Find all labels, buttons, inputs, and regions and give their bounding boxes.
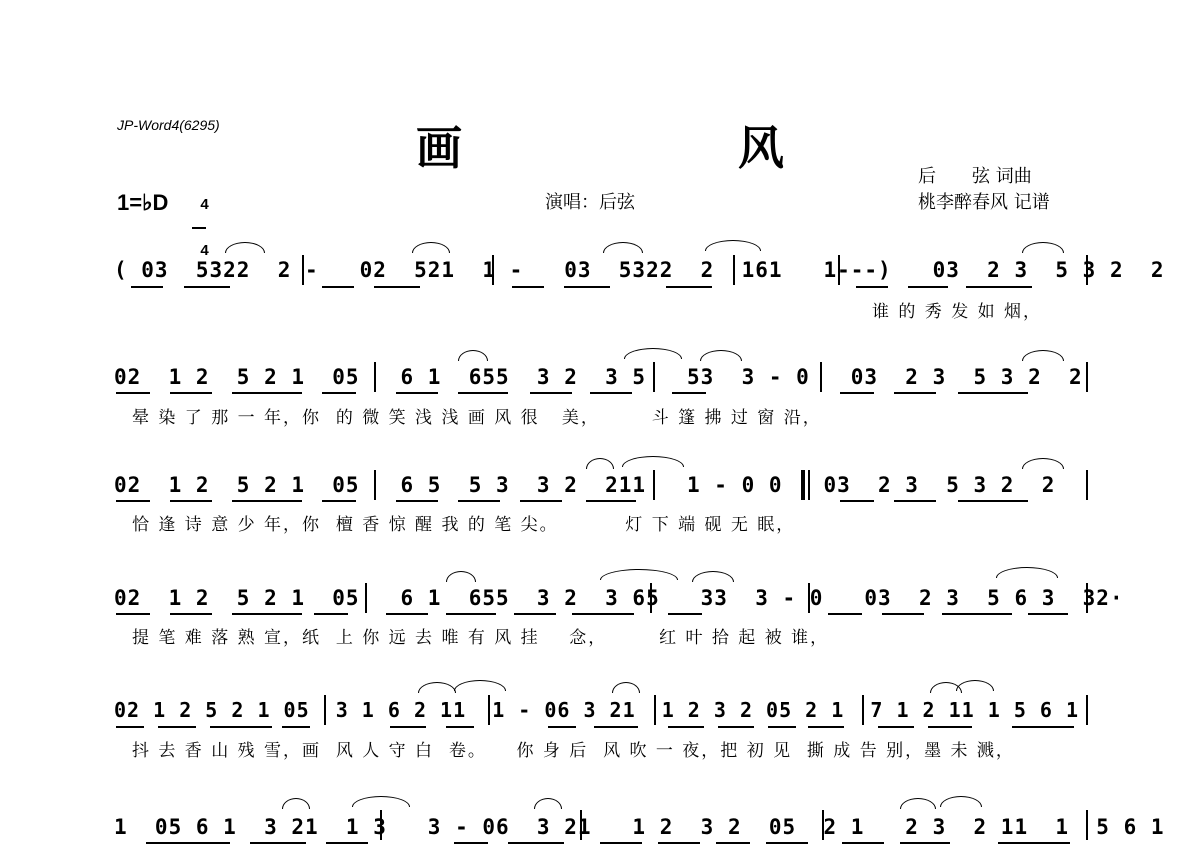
slur xyxy=(612,682,640,693)
slur xyxy=(600,569,678,580)
slur xyxy=(586,458,614,469)
beam xyxy=(210,726,272,728)
beam xyxy=(116,613,150,615)
beam xyxy=(766,842,808,844)
slur xyxy=(622,456,684,467)
slur xyxy=(534,798,562,809)
time-bar xyxy=(192,227,206,229)
singer-credit: 演唱：后弦 xyxy=(545,192,635,213)
beam xyxy=(322,500,356,502)
beam xyxy=(314,613,348,615)
beam xyxy=(928,726,972,728)
repeat-barline xyxy=(801,470,805,500)
beam xyxy=(882,613,924,615)
barline xyxy=(1086,695,1088,725)
beam xyxy=(572,613,634,615)
beam xyxy=(116,392,150,394)
beam xyxy=(966,286,1032,288)
slur xyxy=(458,350,488,361)
barline xyxy=(302,255,304,285)
beam xyxy=(454,842,488,844)
barline xyxy=(808,583,810,613)
slur xyxy=(418,682,456,693)
slur xyxy=(1022,458,1064,469)
beam xyxy=(894,500,936,502)
beam xyxy=(908,286,948,288)
beam xyxy=(768,726,796,728)
barline xyxy=(822,810,824,840)
beam xyxy=(322,286,354,288)
barline xyxy=(1086,470,1088,500)
beam xyxy=(840,392,874,394)
beam xyxy=(590,392,632,394)
system-2-lyrics: 晕 染 了 那 一 年，你 的 微 笑 浅 浅 画 风 很 美， 斗 篷 拂 过 窗 沿， xyxy=(132,408,822,428)
slur xyxy=(446,571,476,582)
slur xyxy=(412,242,450,253)
beam xyxy=(458,392,508,394)
system-5-notes: 02 1 2 5 2 1 05 3 1 6 2 11 1 - 06 3 21 1 2 3 2 05 2 1 7 1 2 11 1 5 6 1 xyxy=(114,698,1080,722)
barline xyxy=(488,695,490,725)
beam xyxy=(666,286,712,288)
time-numerator: 4 xyxy=(200,196,209,213)
beam xyxy=(808,726,844,728)
slur xyxy=(352,796,410,807)
slur xyxy=(940,796,982,807)
beam xyxy=(116,500,150,502)
slur xyxy=(956,680,994,691)
beam xyxy=(856,286,888,288)
beam xyxy=(668,613,702,615)
beam xyxy=(998,842,1070,844)
system-3-notes: 02 1 2 5 2 1 05 6 5 5 3 3 2 211 1 - 0 0 03 2 3 5 3 2 2 xyxy=(114,473,1056,497)
beam xyxy=(842,842,884,844)
key-signature: 1=♭D xyxy=(117,190,169,215)
beam xyxy=(158,726,196,728)
slur xyxy=(454,680,506,691)
barline xyxy=(1086,362,1088,392)
slur xyxy=(1022,242,1064,253)
beam xyxy=(1012,726,1074,728)
beam xyxy=(672,392,706,394)
beam xyxy=(458,500,500,502)
barline xyxy=(580,810,582,840)
beam xyxy=(232,613,302,615)
slur xyxy=(900,798,936,809)
barline xyxy=(492,255,494,285)
time-denominator: 4 xyxy=(200,242,209,259)
beam xyxy=(514,613,556,615)
slur xyxy=(700,350,742,361)
barline xyxy=(650,583,652,613)
system-1-notes: ( 03 5322 2 - 02 521 1 - 03 5322 2 161 1---) 03 2 3 5 3 2 2 xyxy=(114,258,1165,282)
beam xyxy=(716,842,750,844)
beam xyxy=(508,842,564,844)
beam xyxy=(548,726,576,728)
beam xyxy=(658,842,700,844)
barline xyxy=(653,470,655,500)
barline xyxy=(862,695,864,725)
barline xyxy=(654,695,656,725)
barline xyxy=(324,695,326,725)
beam xyxy=(131,286,163,288)
barline xyxy=(1086,583,1088,613)
beam xyxy=(446,613,496,615)
slur xyxy=(996,567,1058,578)
beam xyxy=(170,500,212,502)
beam xyxy=(900,842,950,844)
beam xyxy=(232,392,302,394)
beam xyxy=(282,726,310,728)
time-signature xyxy=(192,184,209,258)
barline xyxy=(374,362,376,392)
beam xyxy=(828,613,862,615)
beam xyxy=(520,500,562,502)
slur xyxy=(705,240,761,251)
barline xyxy=(374,470,376,500)
barline xyxy=(365,583,367,613)
beam xyxy=(390,726,426,728)
beam xyxy=(374,286,420,288)
slur xyxy=(282,798,310,809)
beam xyxy=(170,392,212,394)
barline xyxy=(820,362,822,392)
beam xyxy=(232,500,302,502)
beam xyxy=(446,726,474,728)
beam xyxy=(564,286,610,288)
beam xyxy=(1028,613,1068,615)
beam xyxy=(894,392,936,394)
slur xyxy=(1022,350,1064,361)
system-5-lyrics: 抖 去 香 山 残 雪，画 风 人 守 白 卷。 你 身 后 风 吹 一 夜，把 初 见 撕 成 告 别，墨 未 溅， xyxy=(132,741,1015,761)
beam xyxy=(322,392,356,394)
system-4-notes: 02 1 2 5 2 1 05 6 1 655 3 2 3 65 33 3 - 0 03 2 3 5 6 3 32· xyxy=(114,586,1124,610)
beam xyxy=(668,726,704,728)
beam xyxy=(250,842,306,844)
beam xyxy=(958,500,1028,502)
system-1-lyrics: 谁 的 秀 发 如 烟， xyxy=(872,302,1043,322)
beam xyxy=(958,392,1028,394)
system-6-notes: 1 05 6 1 3 21 1 3 3 - 06 3 21 1 2 3 2 05 2 1 2 3 2 11 1 5 6 1 xyxy=(114,815,1165,839)
system-2-notes: 02 1 2 5 2 1 05 6 1 655 3 2 3 5 53 3 - 0 03 2 3 5 3 2 2 xyxy=(114,365,1083,389)
system-4-lyrics: 提 笔 难 落 熟 宣，纸 上 你 远 去 唯 有 风 挂 念， 红 叶 拾 起 被 谁， xyxy=(132,628,830,648)
barline xyxy=(653,362,655,392)
barline xyxy=(838,255,840,285)
slur xyxy=(692,571,734,582)
software-watermark: JP-Word4(6295) xyxy=(117,117,220,133)
beam xyxy=(530,392,572,394)
beam xyxy=(594,726,638,728)
beam xyxy=(586,500,636,502)
beam xyxy=(116,726,144,728)
composer-credit: 后 弦 词曲 xyxy=(918,166,1032,187)
repeat-barline xyxy=(808,470,810,500)
beam xyxy=(184,286,230,288)
beam xyxy=(396,392,438,394)
beam xyxy=(942,613,1012,615)
beam xyxy=(326,842,368,844)
song-title: 画 风 xyxy=(415,121,914,175)
slur xyxy=(624,348,682,359)
slur xyxy=(225,242,265,253)
beam xyxy=(146,842,230,844)
beam xyxy=(386,613,428,615)
barline xyxy=(1086,255,1088,285)
transcriber-credit: 桃李醉春风 记谱 xyxy=(918,192,1050,213)
beam xyxy=(512,286,544,288)
beam xyxy=(170,613,212,615)
barline xyxy=(380,810,382,840)
beam xyxy=(878,726,914,728)
beam xyxy=(396,500,438,502)
beam xyxy=(718,726,754,728)
slur xyxy=(603,242,643,253)
barline xyxy=(733,255,735,285)
barline xyxy=(1086,810,1088,840)
beam xyxy=(600,842,642,844)
system-3-lyrics: 恰 逢 诗 意 少 年，你 檀 香 惊 醒 我 的 笔 尖。 灯 下 端 砚 无 眠， xyxy=(132,515,796,535)
beam xyxy=(840,500,874,502)
